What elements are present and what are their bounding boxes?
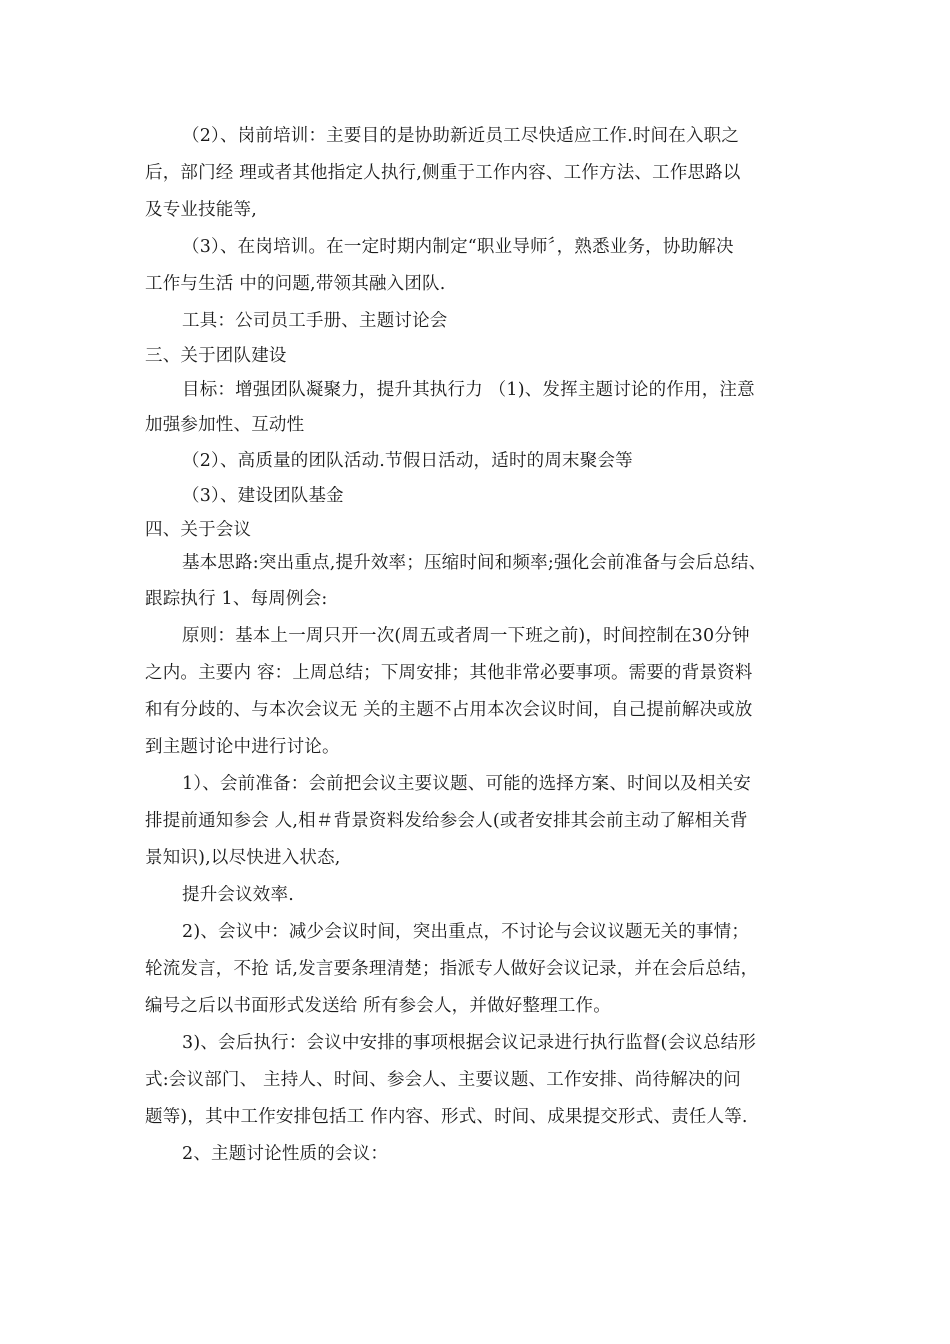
paragraph-line: 基本思路:突出重点,提升效率；压缩时间和频率;强化会前准备与会后总结、 <box>182 553 767 573</box>
paragraph-line: 2、主题讨论性质的会议： <box>182 1144 389 1164</box>
paragraph-line: 工具：公司员工手册、主题讨论会 <box>182 311 448 331</box>
paragraph-line: 编号之后以书面形式发送给 所有参会人，并做好整理工作。 <box>145 996 611 1016</box>
paragraph-line: 式:会议部门、 主持人、时间、参会人、主要议题、工作安排、尚待解决的问 <box>145 1070 741 1090</box>
paragraph-line: 及专业技能等, <box>145 200 257 220</box>
paragraph-line: （2）、岗前培训：主要目的是协助新近员工尽快适应工作.时间在入职之 <box>182 126 740 146</box>
paragraph-line: 3)、会后执行：会议中安排的事项根据会议记录进行执行监督(会议总结形 <box>182 1033 757 1053</box>
paragraph-line: 到主题讨论中进行讨论。 <box>145 737 340 757</box>
paragraph-line: （2）、高质量的团队活动.节假日活动，适时的周末聚会等 <box>182 451 633 471</box>
paragraph-line: （3）、建设团队基金 <box>182 486 344 506</box>
paragraph-line: 轮流发言，不抢 话,发言要条理清楚；指派专人做好会议记录，并在会后总结， <box>145 959 759 979</box>
paragraph-line: 后，部门经 理或者其他指定人执行,侧重于工作内容、工作方法、工作思路以 <box>145 163 741 183</box>
paragraph-line: 原则：基本上一周只开一次(周五或者周一下班之前)，时间控制在30分钟 <box>182 626 750 646</box>
paragraph-line: 提升会议效率. <box>182 885 294 905</box>
paragraph-line: （3）、在岗培训。在一定时期内制定“职业导师〞，熟悉业务，协助解决 <box>182 237 734 257</box>
paragraph-line: 景知识),以尽快进入状态, <box>145 848 341 868</box>
paragraph-line: 2)、会议中：减少会议时间，突出重点，不讨论与会议议题无关的事情； <box>182 922 750 942</box>
section-heading: 三、关于团队建设 <box>145 346 287 366</box>
paragraph-line: 题等)，其中工作安排包括工 作内容、形式、时间、成果提交形式、责任人等. <box>145 1107 748 1127</box>
section-heading: 四、关于会议 <box>145 520 252 540</box>
paragraph-line: 目标：增强团队凝聚力，提升其执行力 （1)、发挥主题讨论的作用，注意 <box>182 380 755 400</box>
paragraph-line: 1）、会前准备：会前把会议主要议题、可能的选择方案、时间以及相关安 <box>182 774 751 794</box>
paragraph-line: 加强参加性、互动性 <box>145 415 305 435</box>
paragraph-line: 和有分歧的、与本次会议无 关的主题不占用本次会议时间，自己提前解决或放 <box>145 700 753 720</box>
paragraph-line: 跟踪执行 1、每周例会: <box>145 589 328 609</box>
paragraph-line: 工作与生活 中的问题,带领其融入团队. <box>145 274 446 294</box>
paragraph-line: 排提前通知参会 人,相＃背景资料发给参会人(或者安排其会前主动了解相关背 <box>145 811 748 831</box>
paragraph-line: 之内。主要内 容：上周总结；下周安排；其他非常必要事项。需要的背景资料 <box>145 663 753 683</box>
